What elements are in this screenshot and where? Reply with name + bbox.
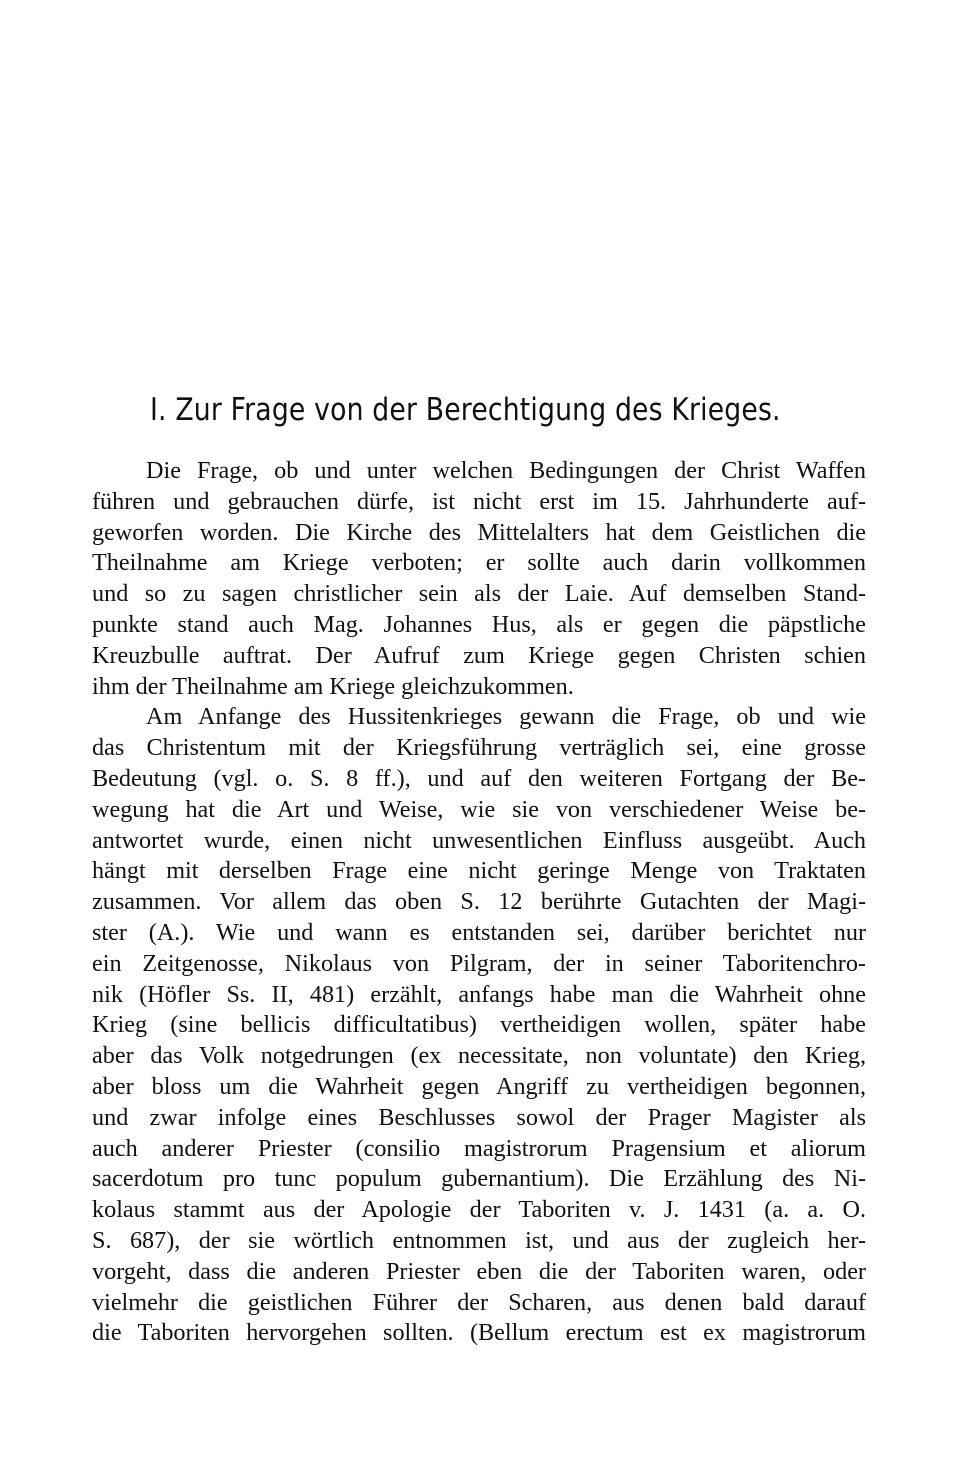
text-line: zusammen. Vor allem das oben S. 12 berührte Gutachten der Magi- bbox=[92, 888, 866, 916]
text-line: das Christentum mit der Kriegsführung verträglich sei, eine grosse bbox=[92, 734, 866, 762]
text-line: Krieg (sine bellicis difficultatibus) vertheidigen wollen, später habe bbox=[92, 1011, 866, 1039]
text-line: und zwar infolge eines Beschlusses sowol der Prager Magister als bbox=[92, 1103, 866, 1131]
text-line: Bedeutung (vgl. o. S. 8 ff.), und auf den weiteren Fortgang der Be- bbox=[92, 764, 866, 792]
body-text bbox=[92, 456, 866, 1349]
paragraph-1 bbox=[92, 456, 866, 702]
text-line: kolaus stammt aus der Apologie der Taboriten v. J. 1431 (a. a. O. bbox=[92, 1196, 866, 1224]
text-line: ster (A.). Wie und wann es entstanden sei, darüber berichtet nur bbox=[92, 918, 866, 946]
text-line: hängt mit derselben Frage eine nicht geringe Menge von Traktaten bbox=[92, 857, 866, 885]
text-line: ihm der Theilnahme am Kriege gleichzukommen. bbox=[92, 672, 574, 700]
text-line: und so zu sagen christlicher sein als der Laie. Auf demselben Stand- bbox=[92, 580, 866, 608]
text-line: aber bloss um die Wahrheit gegen Angriff zu vertheidigen begonnen, bbox=[92, 1072, 866, 1100]
paragraph-2 bbox=[92, 702, 866, 1349]
text-line: antwortet wurde, einen nicht unwesentlichen Einfluss ausgeübt. Auch bbox=[92, 826, 866, 854]
text-line: auch anderer Priester (consilio magistrorum Pragensium et aliorum bbox=[92, 1134, 866, 1162]
text-line: ein Zeitgenosse, Nikolaus von Pilgram, der in seiner Taboritenchro- bbox=[92, 949, 866, 977]
text-line: vorgeht, dass die anderen Priester eben die der Taboriten waren, oder bbox=[92, 1257, 866, 1285]
text-line: sacerdotum pro tunc populum gubernantium). Die Erzählung des Ni- bbox=[92, 1165, 866, 1193]
text-line: geworfen worden. Die Kirche des Mittelalters hat dem Geistlichen die bbox=[92, 518, 866, 546]
text-line: aber das Volk notgedrungen (ex necessitate, non voluntate) den Krieg, bbox=[92, 1042, 866, 1070]
text-line: Die Frage, ob und unter welchen Bedingungen der Christ Waffen bbox=[146, 457, 866, 484]
text-line: wegung hat die Art und Weise, wie sie von verschiedener Weise be- bbox=[92, 795, 866, 823]
chapter-title: I. Zur Frage von der Berechtigung des Krieges. bbox=[150, 392, 781, 428]
text-line: vielmehr die geistlichen Führer der Scharen, aus denen bald darauf bbox=[92, 1288, 866, 1316]
text-line: Am Anfange des Hussitenkrieges gewann die Frage, ob und wie bbox=[146, 703, 866, 731]
text-line: punkte stand auch Mag. Johannes Hus, als er gegen die päpstliche bbox=[92, 610, 866, 638]
text-line: nik (Höfler Ss. II, 481) erzählt, anfangs habe man die Wahrheit ohne bbox=[92, 980, 866, 1008]
text-line: S. 687), der sie wörtlich entnommen ist, und aus der zugleich her- bbox=[92, 1226, 866, 1254]
text-line: Kreuzbulle auftrat. Der Aufruf zum Kriege gegen Christen schien bbox=[92, 641, 866, 669]
text-line: die Taboriten hervorgehen sollten. (Bellum erectum est ex magistrorum bbox=[92, 1319, 866, 1347]
text-line: führen und gebrauchen dürfe, ist nicht erst im 15. Jahrhunderte auf- bbox=[92, 487, 866, 515]
text-line: Theilnahme am Kriege verboten; er sollte auch darin vollkommen bbox=[92, 549, 866, 577]
